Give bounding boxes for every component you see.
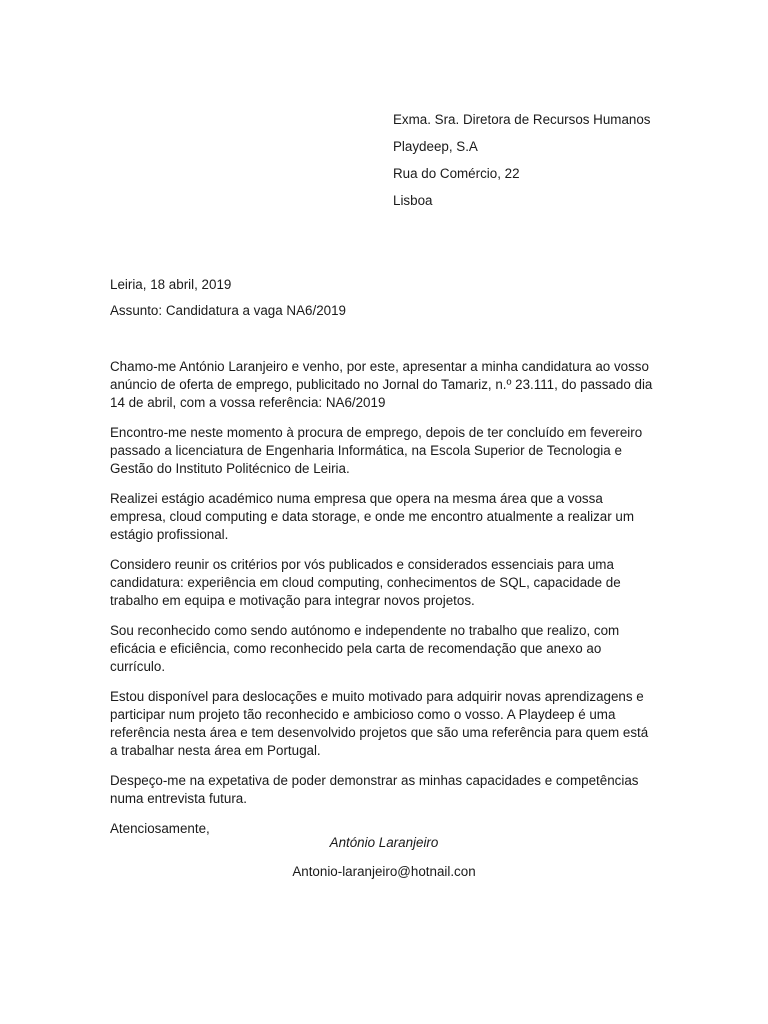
body-paragraph-situation: Encontro-me neste momento à procura de emprego, depois de ter concluído em fevereiro passado a licenciatura de Engenharia Informática, na Escola Superior de Tecnologia e Gestão do Instituto Politécnico de Leiria. [110, 425, 643, 476]
body-paragraph-farewell: Despeço-me na expetativa de poder demonstrar as minhas capacidades e competências numa entrevista futura. [110, 773, 639, 806]
letter-body [110, 358, 655, 850]
letter-subject: Assunto: Candidatura a vaga NA6/2019 [110, 303, 346, 318]
recipient-address-block [393, 111, 733, 219]
signature-email: Antonio-laranjeiro@hotnail.con [292, 864, 476, 879]
letter-date: Leiria, 18 abril, 2019 [110, 277, 232, 292]
body-paragraph-motivation: Estou disponível para deslocações e muito motivado para adquirir novas aprendizagens e participar num projeto tão reconhecido e ambicioso como o vosso. A Playdeep é uma referência nesta área e tem desenvolvido projetos que são uma referência para quem está a trabalhar nesta área em Portugal. [110, 689, 649, 758]
letter-meta [110, 276, 670, 328]
recipient-company: Playdeep, S.A [393, 139, 478, 154]
body-paragraph-qualities: Sou reconhecido como sendo autónomo e independente no trabalho que realizo, com eficácia e eficiência, como reconhecido pela carta de recomendação que anexo ao currículo. [110, 623, 620, 674]
recipient-city: Lisboa [393, 193, 433, 208]
body-paragraph-internship: Realizei estágio académico numa empresa que opera na mesma área que a vossa empresa, cloud computing e data storage, e onde me encontro atualmente a realizar um estágio profissional. [110, 491, 635, 542]
letter-closing: Atenciosamente, [110, 821, 210, 836]
recipient-title: Exma. Sra. Diretora de Recursos Humanos [393, 112, 651, 127]
recipient-street: Rua do Comércio, 22 [393, 166, 520, 181]
body-paragraph-introduction: Chamo-me António Laranjeiro e venho, por este, apresentar a minha candidatura ao vosso anúncio de oferta de emprego, publicitado no Jornal do Tamariz, n.º 23.111, do passado dia 14 de abril, com a vossa referência: NA6/2019 [110, 359, 653, 410]
signature-name: António Laranjeiro [329, 835, 439, 850]
signature-block [0, 834, 768, 881]
body-paragraph-criteria: Considero reunir os critérios por vós publicados e considerados essenciais para uma candidatura: experiência em cloud computing, conhecimentos de SQL, capacidade de trabalho em equipa e motivação para integrar novos projetos. [110, 557, 621, 608]
